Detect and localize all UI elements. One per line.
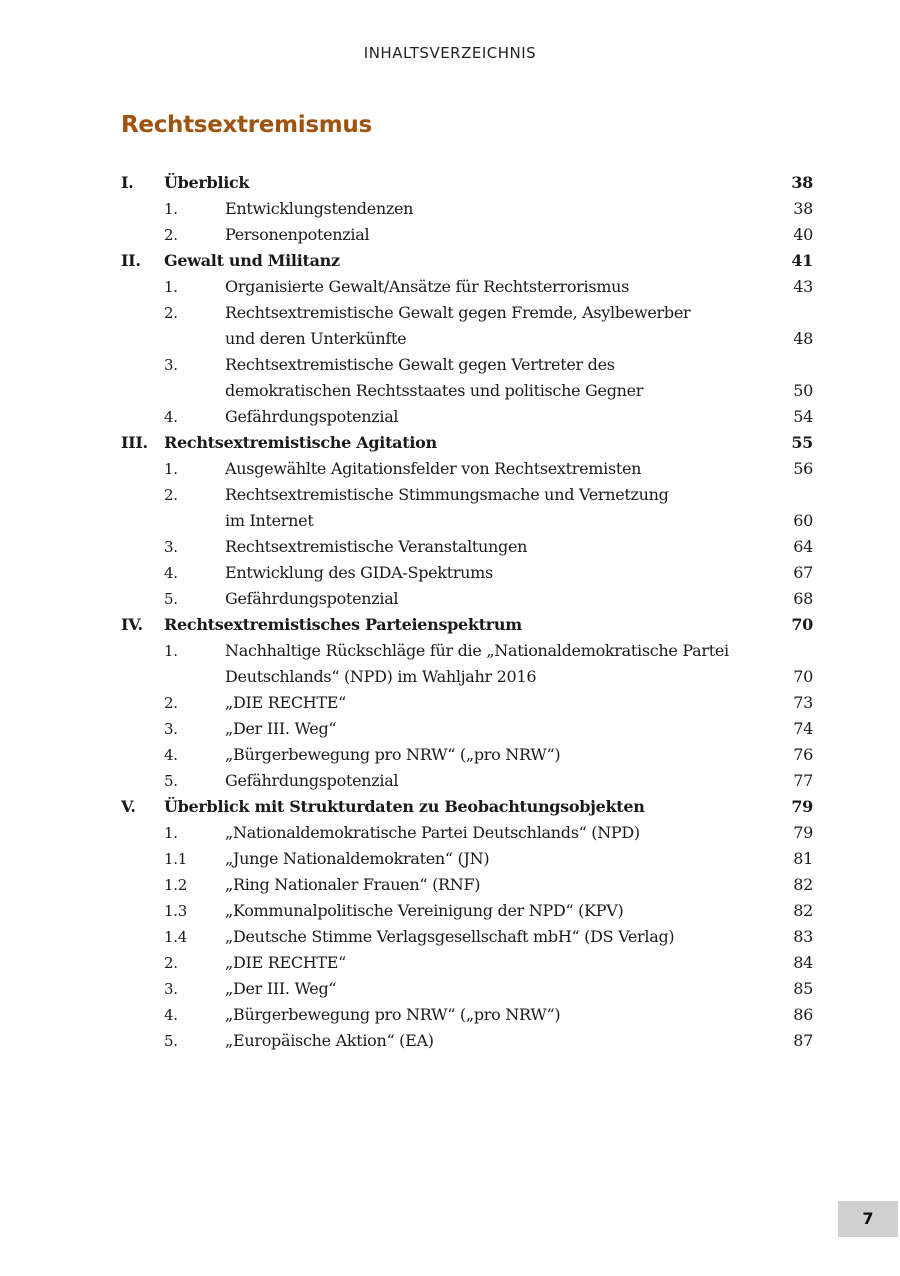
entry-title: Rechtsextremistische Veranstaltungen [225, 537, 528, 556]
entry-number: 1. [164, 824, 178, 842]
toc-subsection-entry [0, 898, 900, 924]
entry-title: Gewalt und Militanz [164, 251, 340, 270]
toc-subsection-entry [0, 950, 900, 976]
entry-number: 1.1 [164, 850, 187, 868]
toc-subsection-entry [0, 924, 900, 950]
entry-title: Rechtsextremistische Gewalt gegen Vertreter des [225, 355, 615, 374]
entry-title: Gefährdungspotenzial [225, 589, 399, 608]
entry-title: „DIE RECHTE“ [225, 693, 347, 712]
entry-number: 1.2 [164, 876, 187, 894]
toc-subsection-entry [0, 222, 900, 248]
entry-page: 70 [793, 667, 813, 686]
entry-page: 70 [791, 615, 813, 634]
entry-page: 43 [793, 277, 813, 296]
entry-title: demokratischen Rechtsstaates und politische Gegner [225, 381, 644, 400]
entry-page: 79 [793, 823, 813, 842]
toc-subsection-entry [0, 326, 900, 352]
table-of-contents [0, 170, 900, 1054]
entry-title: Entwicklungstendenzen [225, 199, 414, 218]
entry-number: I. [121, 173, 134, 192]
entry-page: 38 [791, 173, 813, 192]
entry-number: 3. [164, 356, 178, 374]
entry-number: 5. [164, 772, 178, 790]
entry-number: II. [121, 251, 141, 270]
entry-page: 85 [793, 979, 813, 998]
entry-title: Ausgewählte Agitationsfelder von Rechtsextremisten [225, 459, 642, 478]
entry-title: „Bürgerbewegung pro NRW“ („pro NRW“) [225, 745, 561, 764]
entry-number: 1. [164, 278, 178, 296]
entry-page: 68 [793, 589, 813, 608]
entry-number: 1. [164, 642, 178, 660]
entry-number: 4. [164, 1006, 178, 1024]
toc-subsection-entry [0, 456, 900, 482]
entry-title: Entwicklung des GIDA-Spektrums [225, 563, 493, 582]
entry-page: 86 [793, 1005, 813, 1024]
entry-number: 2. [164, 694, 178, 712]
entry-page: 87 [793, 1031, 813, 1050]
toc-subsection-entry [0, 768, 900, 794]
entry-title: „Der III. Weg“ [225, 979, 337, 998]
entry-title: Rechtsextremistische Gewalt gegen Fremde, Asylbewerber [225, 303, 691, 322]
entry-title: „DIE RECHTE“ [225, 953, 347, 972]
toc-section-entry [0, 170, 900, 196]
entry-page: 41 [791, 251, 813, 270]
entry-number: 5. [164, 590, 178, 608]
entry-number: 4. [164, 408, 178, 426]
entry-page: 67 [793, 563, 813, 582]
entry-page: 74 [793, 719, 813, 738]
toc-subsection-entry [0, 1002, 900, 1028]
running-header: INHALTSVERZEICHNIS [363, 44, 537, 62]
toc-subsection-entry [0, 820, 900, 846]
entry-title: Gefährdungspotenzial [225, 407, 399, 426]
entry-title: Überblick mit Strukturdaten zu Beobachtungsobjekten [164, 797, 645, 816]
toc-subsection-entry [0, 846, 900, 872]
entry-title: „Ring Nationaler Frauen“ (RNF) [225, 875, 481, 894]
entry-number: III. [121, 433, 148, 452]
entry-page: 55 [791, 433, 813, 452]
entry-title: „Deutsche Stimme Verlagsgesellschaft mbH“ (DS Verlag) [225, 927, 675, 946]
entry-page: 82 [793, 875, 813, 894]
entry-title: Gefährdungspotenzial [225, 771, 399, 790]
toc-subsection-entry [0, 482, 900, 508]
toc-section-entry [0, 612, 900, 638]
entry-page: 40 [793, 225, 813, 244]
entry-number: 1.4 [164, 928, 187, 946]
entry-title: Rechtsextremistische Agitation [164, 433, 437, 452]
entry-page: 54 [793, 407, 813, 426]
entry-title: und deren Unterkünfte [225, 329, 407, 348]
entry-page: 84 [793, 953, 813, 972]
toc-subsection-entry [0, 560, 900, 586]
entry-number: 5. [164, 1032, 178, 1050]
entry-number: 1. [164, 460, 178, 478]
entry-page: 82 [793, 901, 813, 920]
entry-page: 76 [793, 745, 813, 764]
toc-subsection-entry [0, 716, 900, 742]
entry-number: 3. [164, 980, 178, 998]
entry-page: 38 [793, 199, 813, 218]
entry-title: „Bürgerbewegung pro NRW“ („pro NRW“) [225, 1005, 561, 1024]
entry-number: 4. [164, 564, 178, 582]
toc-subsection-entry [0, 404, 900, 430]
toc-subsection-entry [0, 872, 900, 898]
entry-page: 83 [793, 927, 813, 946]
entry-number: 3. [164, 720, 178, 738]
entry-title: „Der III. Weg“ [225, 719, 337, 738]
toc-subsection-entry [0, 300, 900, 326]
entry-title: Organisierte Gewalt/Ansätze für Rechtsterrorismus [225, 277, 630, 296]
entry-number: 2. [164, 954, 178, 972]
entry-number: V. [121, 797, 136, 816]
entry-page: 60 [793, 511, 813, 530]
toc-subsection-entry [0, 638, 900, 664]
entry-page: 77 [793, 771, 813, 790]
entry-title: Überblick [164, 173, 250, 192]
entry-number: 4. [164, 746, 178, 764]
toc-section-entry [0, 248, 900, 274]
toc-subsection-entry [0, 976, 900, 1002]
entry-title: „Junge Nationaldemokraten“ (JN) [225, 849, 490, 868]
entry-number: 2. [164, 304, 178, 322]
entry-number: 1.3 [164, 902, 187, 920]
entry-number: IV. [121, 615, 143, 634]
toc-subsection-entry [0, 352, 900, 378]
entry-number: 1. [164, 200, 178, 218]
entry-title: Rechtsextremistische Stimmungsmache und Vernetzung [225, 485, 669, 504]
entry-page: 48 [793, 329, 813, 348]
page-number: 7 [838, 1201, 898, 1237]
entry-title: Rechtsextremistisches Parteienspektrum [164, 615, 522, 634]
toc-section-entry [0, 794, 900, 820]
toc-subsection-entry [0, 196, 900, 222]
entry-number: 2. [164, 486, 178, 504]
entry-title: „Kommunalpolitische Vereinigung der NPD“ (KPV) [225, 901, 624, 920]
entry-page: 64 [793, 537, 813, 556]
entry-title: im Internet [225, 511, 314, 530]
toc-subsection-entry [0, 508, 900, 534]
entry-page: 56 [793, 459, 813, 478]
entry-page: 79 [791, 797, 813, 816]
entry-number: 3. [164, 538, 178, 556]
toc-subsection-entry [0, 690, 900, 716]
toc-subsection-entry [0, 534, 900, 560]
entry-number: 2. [164, 226, 178, 244]
toc-subsection-entry [0, 378, 900, 404]
section-title: Rechtsextremismus [121, 112, 372, 138]
entry-title: „Europäische Aktion“ (EA) [225, 1031, 434, 1050]
toc-subsection-entry [0, 586, 900, 612]
toc-subsection-entry [0, 742, 900, 768]
toc-subsection-entry [0, 274, 900, 300]
entry-title: Nachhaltige Rückschläge für die „Nationaldemokratische Partei [225, 641, 729, 660]
entry-page: 50 [793, 381, 813, 400]
entry-title: Personenpotenzial [225, 225, 370, 244]
toc-section-entry [0, 430, 900, 456]
entry-page: 73 [793, 693, 813, 712]
toc-subsection-entry [0, 1028, 900, 1054]
toc-subsection-entry [0, 664, 900, 690]
entry-page: 81 [793, 849, 813, 868]
entry-title: Deutschlands“ (NPD) im Wahljahr 2016 [225, 667, 537, 686]
entry-title: „Nationaldemokratische Partei Deutschlands“ (NPD) [225, 823, 640, 842]
